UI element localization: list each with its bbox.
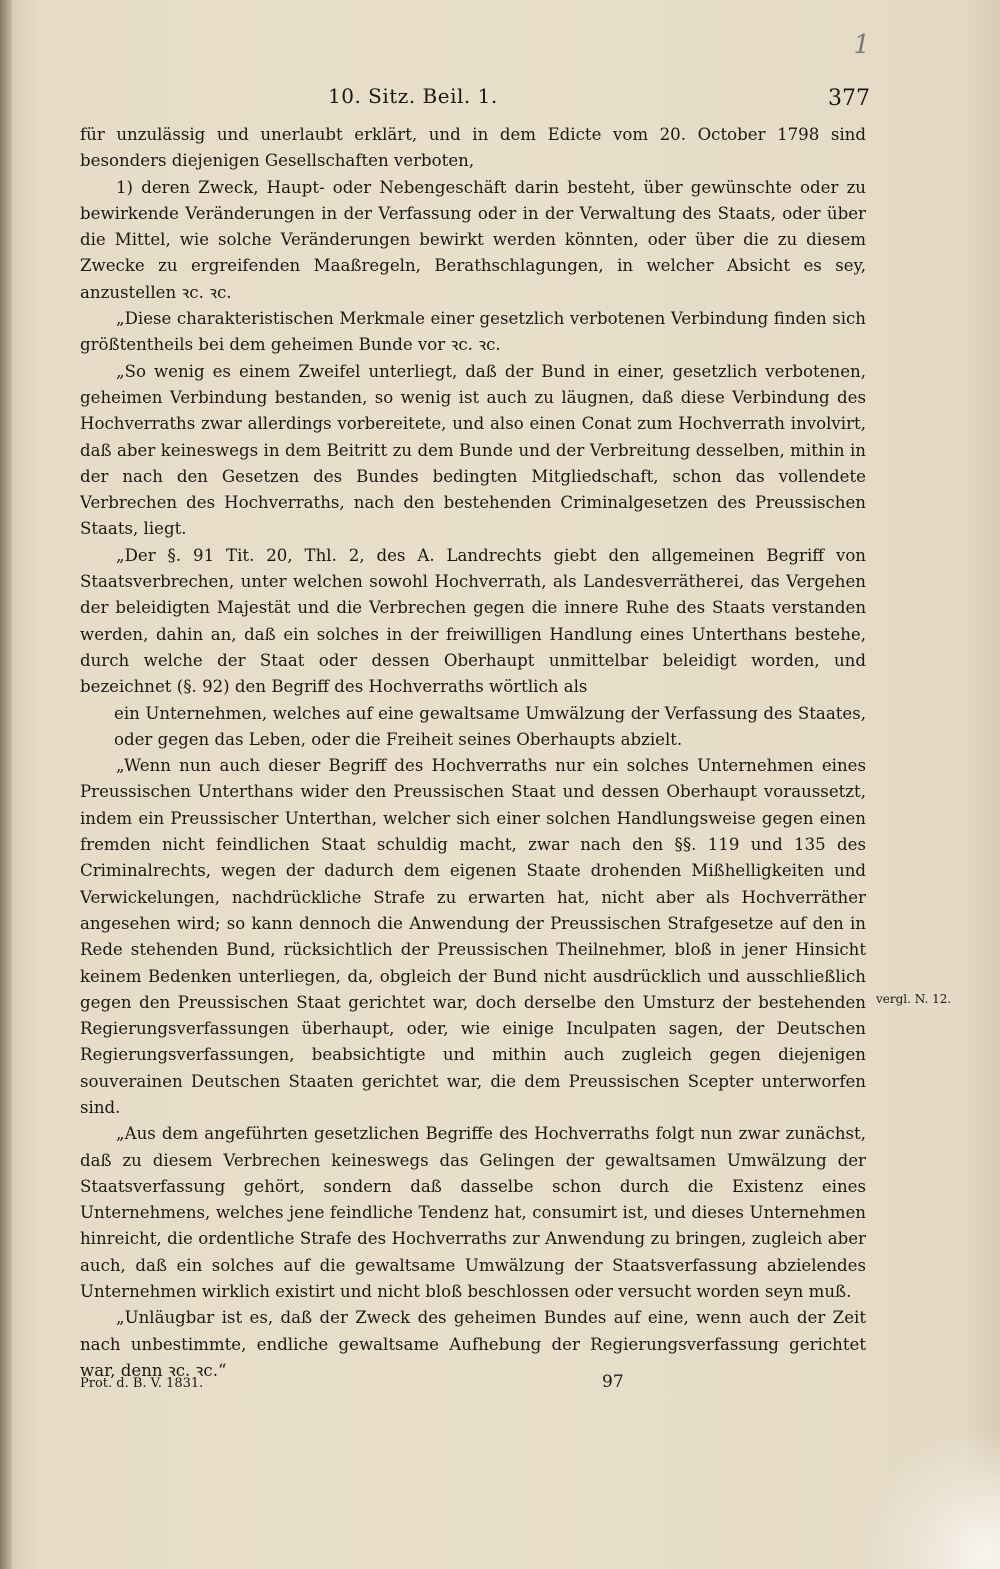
paragraph: „Der §. 91 Tit. 20, Thl. 2, des A. Landrechts giebt den allgemeinen Begriff von Staatsverbrechen, unter welchen sowohl Hochverrath, als Landesverrätherei, das Vergehen der beleidigten Majestät und die Verbrechen gegen die innere Ruhe des Staats verstanden werden, dahin an, daß ein solches in der freiwilligen Handlung eines Unterthans bestehe, durch welche der Staat oder dessen Oberhaupt unmittelbar beleidigt worden, und bezeichnet (§. 92) den Begriff des Hochverraths wörtlich als	[80, 545, 866, 697]
running-head: 10. Sitz. Beil. 1.	[328, 84, 498, 108]
quoted-definition: ein Unternehmen, welches auf eine gewaltsame Umwälzung der Verfassung des Staates, oder gegen das Leben, oder die Freiheit seines Oberhaupts abzielt.	[114, 703, 866, 749]
paragraph: 1) deren Zweck, Haupt- oder Nebengeschäft darin besteht, über gewünschte oder zu bewirkende Veränderungen in der Verfassung oder in der Verwaltung des Staats, oder über die Mittel, wie solche Veränderungen bewirkt werden könnten, oder über die zu diesem Zwecke zu ergreifenden Maaßregeln, Berathschlagungen, in welcher Absicht es sey, anzustellen ꝛc. ꝛc.	[80, 177, 866, 302]
paragraph: „So wenig es einem Zweifel unterliegt, daß der Bund in einer, gesetzlich verbotenen, geheimen Verbindung bestanden, so wenig ist auch zu läugnen, daß diese Verbindung des Hochverraths zwar allerdings vorbereitete, und also einen Conat zum Hochverrath involvirt, daß aber keineswegs in dem Beitritt zu dem Bunde und der Verbreitung desselben, mithin in der nach den Gesetzen des Bundes bedingten Mitgliedschaft, schon das vollendete Verbrechen des Hochverraths, nach den bestehenden Criminalgesetzen des Preussischen Staats, liegt.	[80, 361, 866, 539]
paragraph: „Diese charakteristischen Merkmale einer gesetzlich verbotenen Verbindung finden sich größtentheils bei dem geheimen Bunde vor ꝛc. ꝛc.	[80, 309, 866, 355]
page-header	[80, 84, 870, 120]
paragraph: „Unläugbar ist es, daß der Zweck des geheimen Bundes auf eine, wenn auch der Zeit nach unbestimmte, endliche gewaltsame Aufhebung der Regierungsverfassung gerichtet war, denn ꝛc. ꝛc.“	[80, 1308, 866, 1380]
binding-shadow	[0, 0, 12, 1569]
margin-note: vergl. N. 12.	[876, 992, 952, 1006]
pencil-mark: 1	[853, 30, 870, 60]
paragraph: „Wenn nun auch dieser Begriff des Hochverraths nur ein solches Unternehmen eines Preussischen Unterthans wider den Preussischen Staat und dessen Oberhaupt voraussetzt, indem ein Preussischer Unterthan, welcher sich einer solchen Handlungsweise gegen einen fremden nicht feindlichen Staat schuldig macht, zwar nach den §§. 119 und 135 des Criminalrechts, wegen der dadurch dem eigenen Staate drohenden Mißhelligkeiten und Verwickelungen, nachdrückliche Strafe zu erwarten hat, nicht aber als Hochverräther angesehen wird; so kann dennoch die Anwendung der Preussischen Strafgesetze auf den in Rede stehenden Bund, rücksichtlich der Preussischen Theilnehmer, bloß in jener Hinsicht keinem Bedenken unterliegen, da, obgleich der Bund nicht ausdrücklich und ausschließlich gegen den Preussischen Staat gerichtet war, doch derselbe den Umsturz der bestehenden Regierungsverfassungen überhaupt, oder, wie einige Inculpaten sagen, der Deutschen Regierungsverfassungen, beabsichtigte und mithin auch zugleich gegen diejenigen souverainen Deutschen Staaten gerichtet war, die dem Preussischen Scepter unterworfen sind.	[80, 756, 866, 1117]
page-number: 377	[828, 86, 870, 111]
body-text	[80, 122, 866, 1384]
footer-citation: Prot. d. B. V. 1831.	[80, 1376, 204, 1391]
paragraph: für unzulässig und unerlaubt erklärt, und in dem Edicte vom 20. October 1798 sind besonders diejenigen Gesellschaften verboten,	[80, 125, 866, 171]
page-footer	[80, 1372, 866, 1402]
paper-smudge	[860, 1429, 1000, 1569]
signature-mark: 97	[602, 1372, 624, 1392]
paragraph: „Aus dem angeführten gesetzlichen Begriffe des Hochverraths folgt nun zwar zunächst, daß zu diesem Verbrechen keineswegs das Gelingen der gewaltsamen Umwälzung der Staatsverfassung gehört, sondern daß dasselbe schon durch die Existenz eines Unternehmens, welches jene feindliche Tendenz hat, consumirt ist, und dieses Unternehmen hinreicht, die ordentliche Strafe des Hochverraths zur Anwendung zu bringen, zugleich aber auch, daß ein solches auf die gewaltsame Umwälzung der Staatsverfassung abzielendes Unternehmen wirklich existirt und nicht bloß beschlossen oder versucht worden seyn muß.	[80, 1124, 866, 1302]
